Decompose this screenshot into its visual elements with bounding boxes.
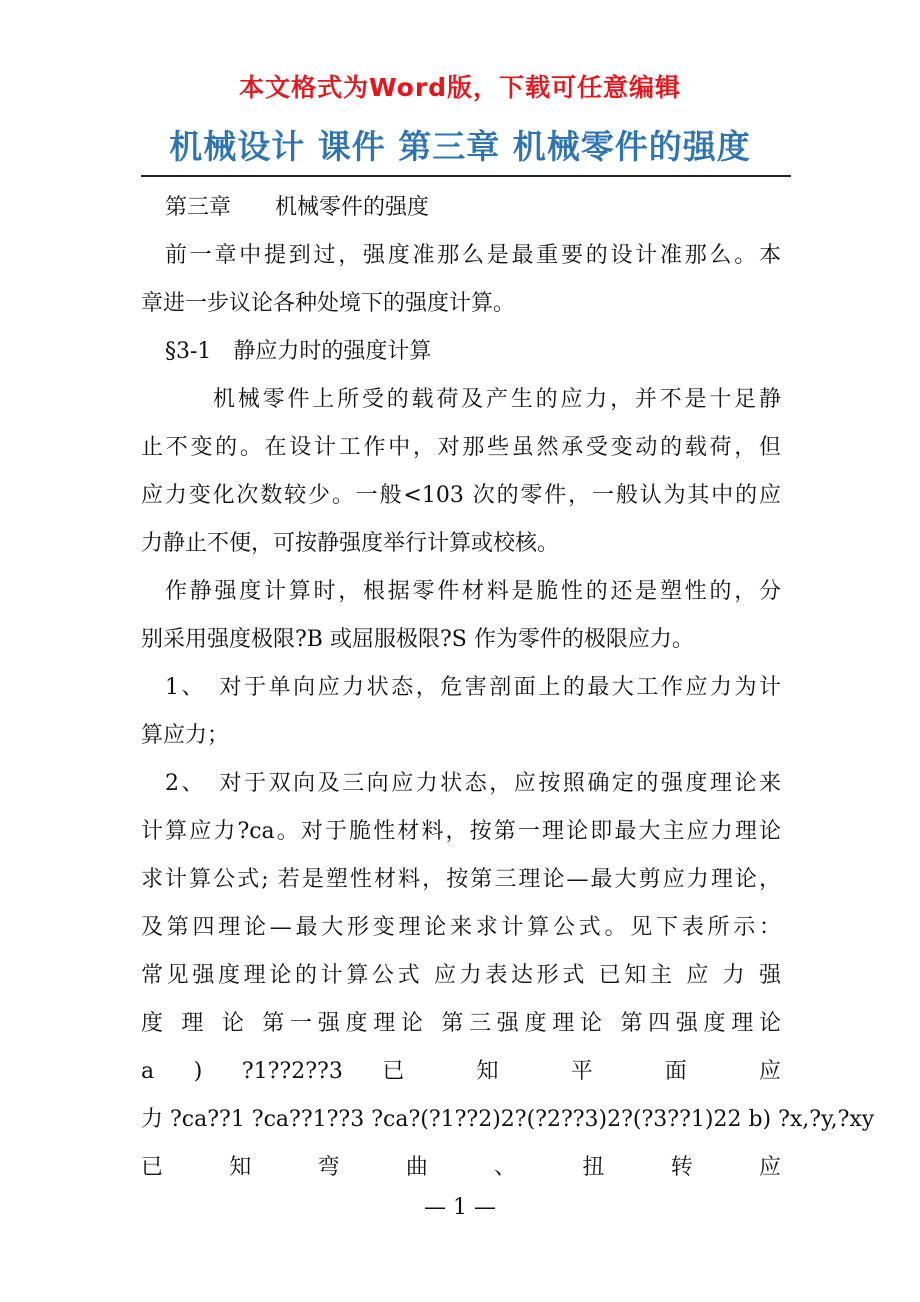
body-line: 算应力； xyxy=(141,723,230,748)
page-number: — 1 — xyxy=(424,1195,496,1220)
body-line: a ) ?1??2??3 已 知 平 面 应 xyxy=(141,1059,781,1084)
body-line: 力静止不便，可按静强度举行计算或校核。 xyxy=(141,531,560,556)
body-line: 前一章中提到过，强度准那么是最重要的设计准那么。本 xyxy=(165,243,781,268)
body-line: 2、 对于双向及三向应力状态，应按照确定的强度理论来 xyxy=(165,771,781,796)
body-line: 别采用强度极限?B 或屈服极限?S 作为零件的极限应力。 xyxy=(141,627,694,652)
body-line: 力 ?ca??1 ?ca??1??3 ?ca?(?1??2)2?(?2??3)2?(?3??1)22 b) ?x,?y,?xy xyxy=(141,1107,875,1132)
body-line: 及第四理论—最大形变理论来求计算公式。见下表所示： xyxy=(141,915,781,940)
download-banner: 本文格式为Word版，下载可任意编辑 xyxy=(238,73,682,102)
body-line: 第三章 机械零件的强度 xyxy=(165,195,430,220)
body-line: 作静强度计算时，根据零件材料是脆性的还是塑性的，分 xyxy=(165,579,781,604)
body-line: 止不变的。在设计工作中，对那些虽然承受变动的载荷，但 xyxy=(141,435,781,460)
body-line: 已 知 弯 曲 、 扭 转 应 xyxy=(141,1155,781,1180)
body-line: 章进一步议论各种处境下的强度计算。 xyxy=(141,291,516,316)
body-line: 度 理 论 第一强度理论 第三强度理论 第四强度理论 xyxy=(141,1011,781,1036)
body-line: §3-1 静应力时的强度计算 xyxy=(165,339,432,364)
body-line: 机械零件上所受的载荷及产生的应力，并不是十足静 xyxy=(213,387,781,412)
body-line: 计算应力?ca。对于脆性材料，按第一理论即最大主应力理论 xyxy=(141,819,781,844)
body-line: 求计算公式; 若是塑性材料，按第三理论—最大剪应力理论， xyxy=(141,867,781,892)
body-line: 常见强度理论的计算公式 应力表达形式 已知主 应 力 强 xyxy=(141,963,781,988)
body-line: 应力变化次数较少。一般<103 次的零件，一般认为其中的应 xyxy=(141,483,781,508)
document-title: 机械设计 课件 第三章 机械零件的强度 xyxy=(169,127,751,166)
document-body xyxy=(141,184,875,1192)
body-line: 1、 对于单向应力状态，危害剖面上的最大工作应力为计 xyxy=(165,675,781,700)
title-divider xyxy=(141,175,791,177)
